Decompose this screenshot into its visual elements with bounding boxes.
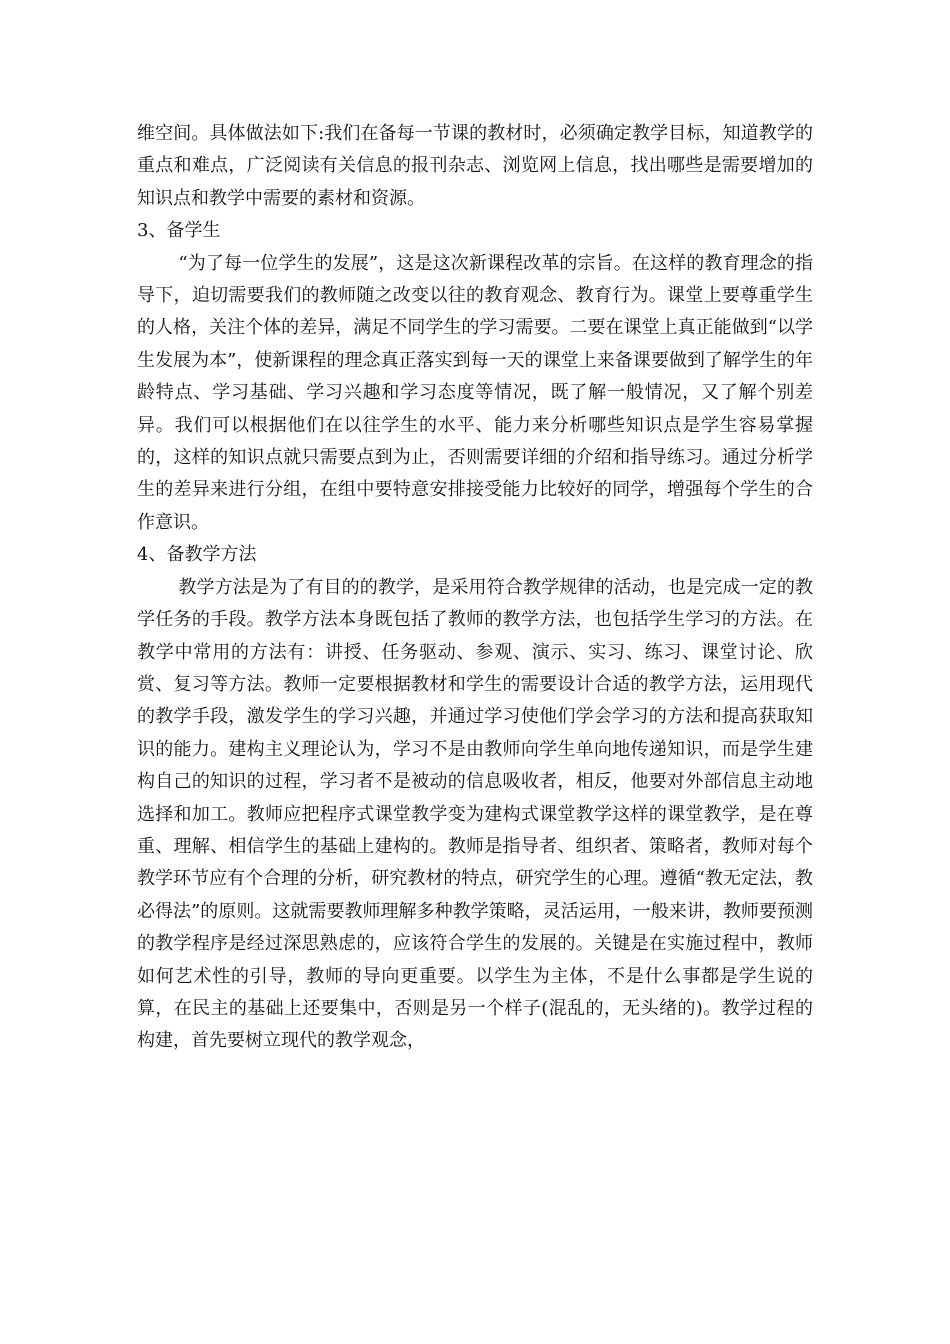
section-heading-3: 3、备学生 <box>137 220 221 242</box>
paragraph-3: 教学方法是为了有目的的教学，是采用符合教学规律的活动，也是完成一定的教学任务的手段。教学方法本身既包括了教师的教学方法，也包括学生学习的方法。在教学中常用的方法有：讲授、任务驱动、参观、演示、实习、练习、课堂讨论、欣赏、复习等方法。教师一定要根据教材和学生的需要设计合适的教学方法，运用现代的教学手段，激发学生的学习兴趣，并通过学习使他们学会学习的方法和提高获取知识的能力。建构主义理论认为，学习不是由教师向学生单向地传递知识，而是学生建构自己的知识的过程，学习者不是被动的信息吸收者，相反，他要对外部信息主动地选择和加工。教师应把程序式课堂教学变为建构式课堂教学这样的课堂教学，是在尊重、理解、相信学生的基础上建构的。教师是指导者、组织者、策略者，教师对每个教学环节应有个合理的分析，研究教材的特点，研究学生的心理。遵循“教无定法，教必得法”的原则。这就需要教师理解多种教学策略，灵活运用，一般来讲，教师要预测的教学程序是经过深思熟虑的，应该符合学生的发展的。关键是在实施过程中，教师如何艺术性的引导，教师的导向更重要。以学生为主体，不是什么事都是学生说的算，在民主的基础上还要集中，否则是另一个样子(混乱的，无头绪的)。教学过程的构建，首先要树立现代的教学观念， <box>137 576 813 1052</box>
document-body <box>137 118 813 1058</box>
paragraph-2: “为了每一位学生的发展”，这是这次新课程改革的宗旨。在这样的教育理念的指导下，迫切需要我们的教师随之改变以往的教育观念、教育行为。课堂上要尊重学生的人格，关注个体的差异，满足不同学生的学习需要。二要在课堂上真正能做到“以学生发展为本”，使新课程的理念真正落实到每一天的课堂上来备课要做到了解学生的年龄特点、学习基础、学习兴趣和学习态度等情况，既了解一般情况，又了解个别差异。我们可以根据他们在以往学生的水平、能力来分析哪些知识点是学生容易掌握的，这样的知识点就只需要点到为止，否则需要详细的介绍和指导练习。通过分析学生的差异来进行分组，在组中要特意安排接受能力比较好的同学，增强每个学生的合作意识。 <box>137 252 813 533</box>
section-heading-4: 4、备教学方法 <box>137 544 257 566</box>
paragraph-1: 维空间。具体做法如下:我们在备每一节课的教材时，必须确定教学目标，知道教学的重点和难点，广泛阅读有关信息的报刊杂志、浏览网上信息，找出哪些是需要增加的知识点和教学中需要的素材和资源。 <box>137 123 813 209</box>
